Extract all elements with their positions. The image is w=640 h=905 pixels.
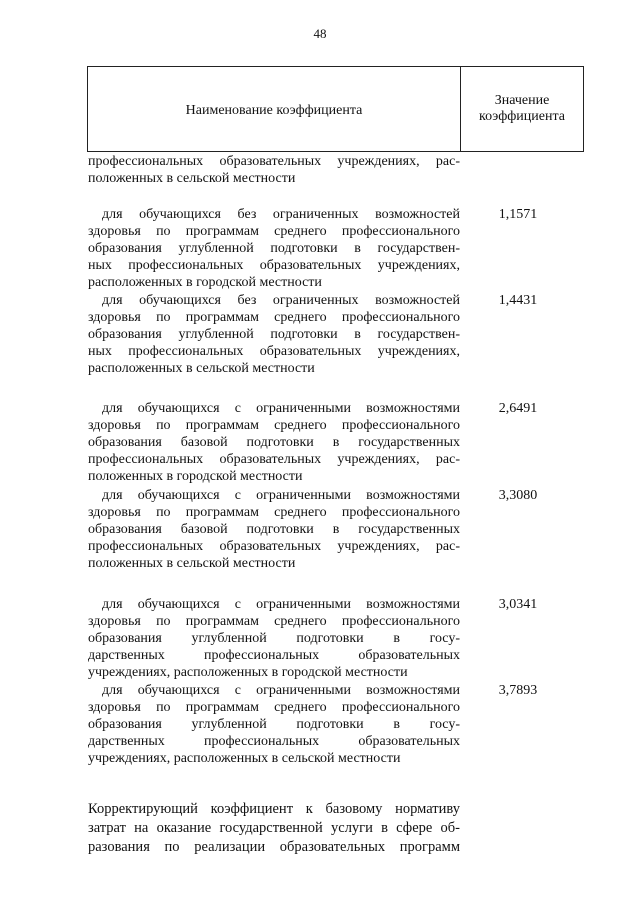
row-line: положенных в сельской местности <box>88 556 296 571</box>
row-line: расположенных в городской местности <box>88 275 322 290</box>
row-line: здоровья по программам среднего профессионального <box>88 614 460 629</box>
row-line: образования базовой подготовки в государственных <box>88 435 460 450</box>
row-line: расположенных в сельской местности <box>88 361 315 376</box>
row-line: дарственных профессиональных образовательных <box>88 734 460 749</box>
row-line: для обучающихся без ограниченных возможностей <box>102 293 460 308</box>
row-line: профессиональных образовательных учреждениях, рас- <box>88 452 460 467</box>
row-line: учреждениях, расположенных в городской местности <box>88 665 408 680</box>
row-coefficient-1 <box>88 206 460 291</box>
row-line: положенных в сельской местности <box>88 171 296 186</box>
row-line: затрат на оказание государственной услуги в сфере об- <box>88 820 460 836</box>
row-line: разования по реализации образовательных программ <box>88 839 460 855</box>
row-line: для обучающихся с ограниченными возможностями <box>102 401 460 416</box>
coefficient-value-3: 2,6491 <box>498 401 538 416</box>
row-line: профессиональных образовательных учреждениях, рас- <box>88 539 460 554</box>
row-coefficient-6 <box>88 682 460 767</box>
row-line: здоровья по программам среднего профессионального <box>88 224 460 239</box>
row-continuation <box>88 153 460 187</box>
coefficient-value-2: 1,4431 <box>498 293 538 308</box>
row-line: образования базовой подготовки в государственных <box>88 522 460 537</box>
row-line: для обучающихся с ограниченными возможностями <box>102 597 460 612</box>
row-coefficient-5 <box>88 596 460 681</box>
row-line: для обучающихся без ограниченных возможностей <box>102 207 460 222</box>
row-line: образования углубленной подготовки в госу- <box>88 631 460 646</box>
table-header <box>87 66 584 152</box>
column-header-name: Наименование коэффициента <box>88 67 461 151</box>
row-line: дарственных профессиональных образовательных <box>88 648 460 663</box>
row-coefficient-4 <box>88 487 460 572</box>
coefficient-value-6: 3,7893 <box>498 683 538 698</box>
page-number: 48 <box>313 26 327 41</box>
row-line: здоровья по программам среднего профессионального <box>88 700 460 715</box>
row-line: здоровья по программам среднего профессионального <box>88 418 460 433</box>
row-line: учреждениях, расположенных в сельской местности <box>88 751 401 766</box>
row-line: здоровья по программам среднего профессионального <box>88 310 460 325</box>
coefficient-value-5: 3,0341 <box>498 597 538 612</box>
row-line: Корректирующий коэффициент к базовому нормативу <box>88 801 460 817</box>
row-line: здоровья по программам среднего профессионального <box>88 505 460 520</box>
row-line: профессиональных образовательных учреждениях, рас- <box>88 154 460 169</box>
coefficient-value-1: 1,1571 <box>498 207 538 222</box>
row-coefficient-2 <box>88 292 460 377</box>
row-line: образования углубленной подготовки в государствен- <box>88 241 460 256</box>
row-correcting-coefficient <box>88 800 460 857</box>
coefficient-value-4: 3,3080 <box>498 488 538 503</box>
row-line: для обучающихся с ограниченными возможностями <box>102 488 460 503</box>
row-line: ных профессиональных образовательных учреждениях, <box>88 344 460 359</box>
row-line: образования углубленной подготовки в госу- <box>88 717 460 732</box>
column-header-value: Значение коэффициента <box>479 93 565 124</box>
row-line: положенных в городской местности <box>88 469 303 484</box>
row-line: для обучающихся с ограниченными возможностями <box>102 683 460 698</box>
row-coefficient-3 <box>88 400 460 485</box>
row-line: ных профессиональных образовательных учреждениях, <box>88 258 460 273</box>
row-line: образования углубленной подготовки в государствен- <box>88 327 460 342</box>
